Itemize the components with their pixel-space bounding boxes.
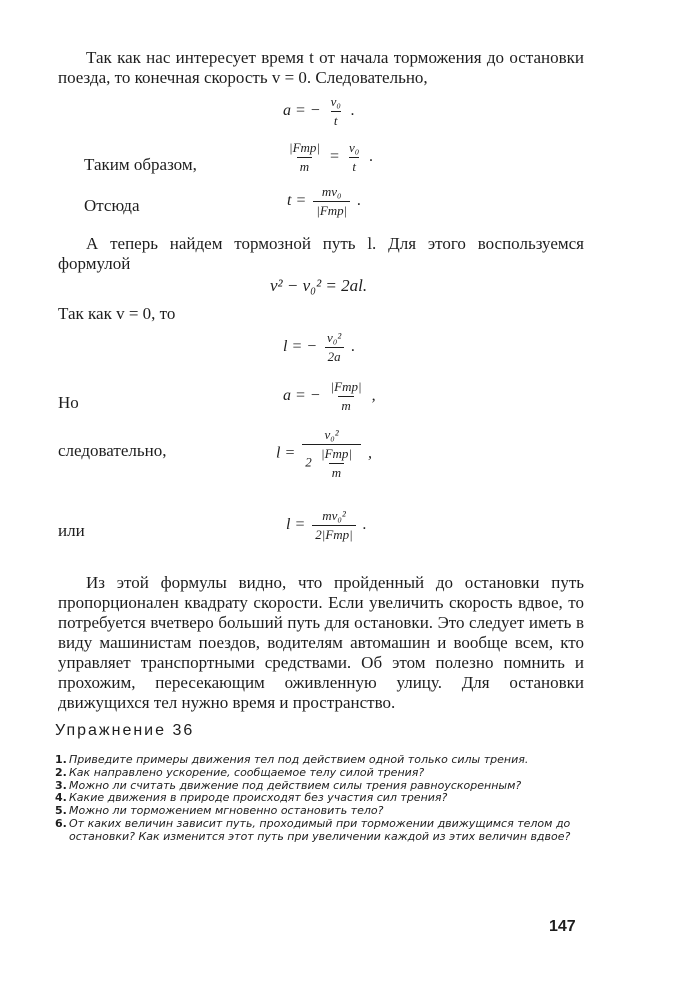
formula-acceleration-friction: a = − $\frac{\text{|Fтр|}}{m}$ ,: [283, 379, 376, 413]
page-number: 147: [549, 918, 576, 935]
fraction: $\frac{\text{mv₀²}}{\text{2|Fтр|}}$: [312, 508, 355, 543]
list-item: 6. От каких величин зависит путь, проходимый при торможении движущимся телом до остановки? Как изменится этот путь при увеличении каждой из этих величин вдвое?: [55, 816, 571, 843]
fraction: $\frac{\text{v₀²}}{2a}$: [324, 330, 344, 365]
fraction: $\frac{\text{|Fтр|}}{m}$: [330, 379, 362, 413]
fraction: $\frac{\text{v₀}}{t}$: [330, 94, 341, 128]
formula-kinematics: v² − v₀² = 2al.: [270, 276, 368, 295]
formula-distance-nested: l = v₀² 2 $\frac{\text{|Fтр|}}{m}$ ,: [276, 427, 372, 480]
fraction: $\frac{\text{|Fтр|}}{m}$: [289, 140, 320, 174]
formula-friction-ratio: $\frac{\text{|Fтр|}}{m}$ = $\frac{\text{v₀}}{t}$ .: [283, 140, 373, 175]
formula-distance-a: l = − $\frac{\text{v₀²}}{2a}$ .: [283, 330, 356, 364]
list-item: 5. Можно ли торможением мгновенно остановить тело?: [55, 804, 384, 818]
label-takim-obrazom: Таким образом,: [84, 155, 197, 174]
list-item: 2. Как направлено ускорение, сообщаемое телу силой трения?: [55, 765, 425, 779]
paragraph-braking-distance: А теперь найдем тормозной путь l. Для этого воспользуемся формулой: [58, 234, 584, 273]
exercise-list: [55, 754, 587, 844]
exercise-heading: Упражнение 36: [55, 722, 195, 739]
formula-acceleration: a = − $\frac{\text{v₀}}{t}$ .: [283, 94, 355, 128]
label-sledovatelno: следовательно,: [58, 441, 167, 460]
fraction: v₀² 2 $\frac{\text{|Fтр|}}{m}$: [302, 427, 361, 481]
list-item: 4. Какие движения в природе происходят без участия сил трения?: [55, 791, 448, 805]
fraction: $\frac{\text{|Fтр|}}{m}$: [321, 446, 352, 480]
fraction: $\frac{\text{mv₀}}{\text{|Fтр|}}$: [313, 184, 350, 219]
label-otsyuda: Отсюда: [84, 196, 140, 215]
list-item: 3. Можно ли считать движение под действием силы трения равноускоренным?: [55, 778, 522, 792]
formula-distance-final: l = $\frac{\text{mv₀²}}{\text{2|Fтр|}}$ .: [286, 508, 367, 542]
list-item: 1. Приведите примеры движения тел под действием одной только силы трения.: [55, 753, 529, 766]
formula-time: t = $\frac{\text{mv₀}}{\text{|Fтр|}}$ .: [287, 184, 362, 218]
paragraph-conclusion: Из этой формулы видно, что пройденный до остановки путь пропорционален квадрату скорости. Если увеличить скорость вдвое, то потребуется вчетверо больший путь для остановки. Это следует иметь в виду машинистам поездов, водителям автомашин и вообще всем, кто управляет транспортными средствами. Об этом полезно помнить и прохожим, пересекающим оживленную улицу. Для остановки движущихся тел нужно время и пространство.: [58, 573, 584, 712]
label-tak-kak: Так как v = 0, то: [58, 304, 176, 323]
label-no: Но: [58, 393, 79, 412]
label-ili: или: [58, 521, 85, 540]
paragraph-intro: Так как нас интересует время t от начала торможения до остановки поезда, то конечная скорость v = 0. Следовательно,: [58, 48, 584, 87]
fraction: $\frac{\text{v₀}}{t}$: [349, 140, 360, 174]
